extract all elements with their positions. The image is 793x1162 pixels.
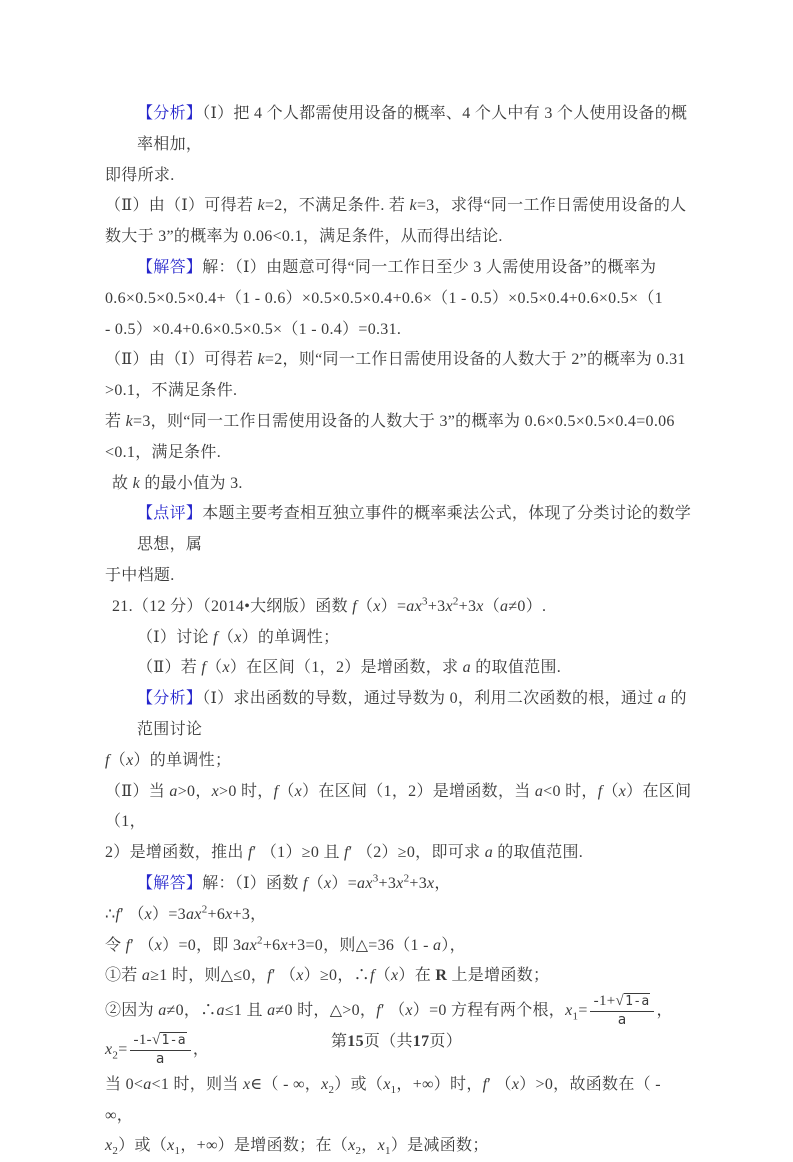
- text-run: ′ （: [120, 905, 145, 923]
- text-line: [105, 222, 693, 253]
- text-run: x: [405, 1002, 413, 1020]
- text-run: =2，不满足条件. 若: [264, 197, 410, 215]
- text-run: 的最小值为 3.: [140, 474, 243, 492]
- text-run: 1: [390, 1084, 397, 1097]
- text-run: ′ （1）≥0 且: [252, 844, 345, 862]
- text-run: >0 时，: [219, 782, 274, 800]
- text-run: ）的单调性；: [133, 751, 232, 769]
- fraction: [590, 993, 655, 1028]
- text-run: ）的单调性；: [241, 628, 340, 646]
- text-run: x: [377, 1137, 386, 1155]
- text-run: f: [352, 597, 357, 615]
- text-run: x: [396, 874, 404, 892]
- text-run: a: [216, 1002, 225, 1020]
- text-run: f: [267, 967, 272, 985]
- fraction-denominator: a: [155, 1050, 165, 1067]
- text-run: x: [222, 659, 230, 677]
- text-run: 3: [372, 872, 379, 885]
- text-run: （Ⅰ）把 4 个人都需使用设备的概率、4 个人中有 3 个人使用设备的概率相加，: [137, 105, 688, 153]
- text-run: ≥1 时，则△≤0，: [150, 967, 268, 985]
- text-run: x: [154, 936, 163, 954]
- text-run: x: [348, 1137, 356, 1155]
- text-run: 若: [105, 412, 126, 430]
- text-run: f: [273, 782, 279, 800]
- text-run: 令: [105, 936, 126, 954]
- text-run: ）或（: [334, 1075, 384, 1093]
- text-run: a: [534, 782, 544, 800]
- page-footer: [0, 1027, 793, 1058]
- text-line: [137, 623, 693, 654]
- text-run: 1: [385, 1145, 391, 1158]
- text-run: （: [356, 597, 374, 615]
- text-run: ax: [406, 597, 422, 615]
- text-run: x: [391, 967, 399, 985]
- text-line: [105, 191, 693, 222]
- text-line: [105, 838, 693, 869]
- text-run: x: [234, 628, 242, 646]
- text-run: 故: [112, 474, 133, 492]
- text-line: [105, 992, 693, 1031]
- text-run: ′ （: [487, 1075, 512, 1093]
- text-line: [105, 1131, 693, 1162]
- text-run: <0.1，满足条件.: [105, 443, 222, 461]
- text-run: ）在区间（1，2）是增函数，当: [302, 782, 535, 800]
- text-run: 第: [330, 1033, 348, 1050]
- text-run: R: [435, 967, 448, 985]
- page-number-text: [331, 1033, 462, 1050]
- text-run: ，+∞）时，: [396, 1075, 483, 1093]
- text-run: x: [445, 597, 453, 615]
- text-run: x: [373, 597, 381, 615]
- text-run: ，: [192, 1041, 210, 1059]
- text-run: 0.6×0.5×0.5×0.4+（1 - 0.6）×0.5×0.5×0.4+0.6×（1 - 0.5）×0.5×0.4+0.6×0.5×（1: [105, 289, 663, 307]
- text-run: f: [125, 936, 131, 954]
- text-run: a: [462, 659, 471, 677]
- text-run: +3，: [232, 905, 267, 923]
- text-run: a: [267, 1002, 276, 1020]
- text-run: x: [324, 874, 332, 892]
- text-run: 的取值范围.: [493, 844, 584, 862]
- text-run: （: [109, 751, 127, 769]
- text-run: ）=: [380, 597, 407, 615]
- section-label: 【分析】: [137, 105, 203, 122]
- text-run: ，: [434, 874, 451, 892]
- text-run: x: [167, 1137, 175, 1155]
- text-run: ）≥0，∴: [303, 967, 370, 985]
- text-run: =2，则“同一工作日需使用设备的人数大于 2”的概率为 0.31: [264, 351, 686, 369]
- text-run: ′ （: [380, 1002, 406, 1020]
- radical-sign: √: [151, 1032, 161, 1048]
- text-run: 2: [403, 872, 410, 885]
- text-run: x: [565, 1002, 573, 1020]
- text-run: x: [211, 782, 220, 800]
- text-run: =3，求得“同一工作日需使用设备的人: [416, 197, 687, 215]
- text-run: （Ⅰ）求出函数的导数，通过导数为 0，利用二次函数的根，通过: [202, 690, 658, 708]
- text-run: x: [225, 905, 233, 923]
- text-run: ）=0，即 3: [162, 936, 242, 954]
- text-run: f: [248, 844, 253, 862]
- text-run: a: [169, 782, 178, 800]
- text-run: 本题主要考查相互独立事件的概率乘法公式，体现了分类讨论的数学思想，属: [137, 505, 692, 554]
- text-run: 2: [355, 1145, 362, 1158]
- text-run: ≠0，∴: [166, 1002, 217, 1020]
- text-run: ′ （: [271, 967, 297, 985]
- text-run: ）在区间（1，: [105, 782, 692, 831]
- text-run: 即得所求.: [105, 166, 175, 184]
- text-line: [137, 684, 693, 746]
- text-line: [105, 961, 693, 992]
- text-run: ），: [441, 936, 466, 954]
- text-run: 3: [422, 595, 428, 608]
- section-label: 【分析】: [137, 690, 203, 708]
- text-run: x: [511, 1075, 520, 1093]
- text-run: （: [307, 874, 324, 892]
- text-run: （: [278, 782, 295, 800]
- text-run: x: [618, 782, 627, 800]
- text-run: ≠0 时，△>0，: [275, 1002, 377, 1020]
- text-run: ∴: [105, 905, 116, 923]
- text-run: （Ⅱ）当: [105, 782, 170, 800]
- text-run: a: [657, 690, 667, 708]
- text-run: （: [602, 782, 619, 800]
- text-run: ≤1 且: [224, 1002, 268, 1020]
- text-run: k: [125, 412, 134, 430]
- text-run: <1 时，则当: [151, 1075, 243, 1093]
- text-run: （: [206, 659, 223, 677]
- section-label: 【解答】: [137, 258, 203, 276]
- text-run: f: [201, 659, 207, 677]
- section-label: 【点评】: [137, 505, 203, 523]
- text-run: ）=3: [152, 905, 186, 923]
- text-line: [105, 1070, 693, 1132]
- section-label: 【解答】: [137, 874, 203, 892]
- text-line: [105, 561, 693, 592]
- text-run: a: [141, 967, 151, 985]
- text-line: [137, 253, 693, 284]
- text-run: k: [257, 351, 265, 369]
- text-run: ′ （2）≥0，即可求: [348, 844, 485, 862]
- text-run: 上是增函数；: [447, 967, 550, 985]
- text-run: ∈（ - ∞，: [250, 1075, 322, 1093]
- text-run: 1: [174, 1145, 181, 1158]
- text-run: ）在: [398, 967, 436, 985]
- text-run: +6: [207, 905, 226, 923]
- text-run: 当 0<: [105, 1075, 144, 1093]
- text-run: 2: [201, 903, 208, 916]
- text-line: [105, 777, 693, 839]
- text-run: ，: [361, 1137, 378, 1155]
- text-run: ）或（: [118, 1137, 168, 1155]
- text-line: [112, 592, 693, 623]
- text-line: [137, 499, 693, 561]
- fraction-denominator: a: [617, 1011, 627, 1028]
- text-run: +3: [378, 874, 397, 892]
- text-run: +3: [458, 597, 477, 615]
- text-line: [137, 869, 693, 900]
- text-run: x: [126, 751, 134, 769]
- text-line: [105, 900, 693, 931]
- text-run: 1: [572, 1010, 579, 1023]
- text-line: [105, 345, 693, 376]
- text-run: a: [158, 1002, 167, 1020]
- text-run: <0 时，: [543, 782, 598, 800]
- text-run: ）=0 方程有两个根，: [412, 1002, 566, 1020]
- text-line: [137, 99, 693, 161]
- text-line: [105, 161, 693, 192]
- text-run: ax: [241, 936, 257, 954]
- text-run: k: [257, 197, 265, 215]
- text-run: +3: [427, 597, 446, 615]
- text-run: 2）是增函数，推出: [105, 844, 249, 862]
- text-run: 页（共: [363, 1033, 413, 1050]
- text-run: （Ⅱ）若: [137, 659, 202, 677]
- text-run: a: [143, 1075, 152, 1093]
- text-run: 21.（12 分）（2014•大纲版）函数: [112, 597, 353, 615]
- text-run: （: [483, 597, 500, 615]
- text-run: x: [144, 905, 153, 923]
- text-line: [112, 469, 693, 500]
- text-run: ，: [656, 1002, 673, 1020]
- text-run: f: [344, 844, 349, 862]
- text-run: 解：（Ⅰ）由题意可得“同一工作日至少 3 人需使用设备”的概率为: [202, 258, 657, 276]
- text-run: =: [578, 1002, 588, 1020]
- text-run: ）在区间（1，2）是增函数，求: [229, 659, 463, 677]
- text-run: f: [369, 967, 375, 985]
- radicand: 1-a: [625, 994, 650, 1010]
- text-run: ）是减函数；: [390, 1137, 489, 1155]
- text-run: >0.1，不满足条件.: [105, 382, 238, 400]
- text-run: ax: [185, 905, 202, 923]
- text-line: [105, 284, 693, 315]
- text-run: 15: [347, 1033, 364, 1050]
- text-run: a: [484, 844, 493, 862]
- text-run: x: [280, 936, 288, 954]
- text-run: 的取值范围.: [470, 659, 562, 677]
- text-run: a: [500, 597, 509, 615]
- text-line: [137, 653, 693, 684]
- text-run: k: [132, 474, 141, 492]
- text-run: （Ⅱ）由（Ⅰ）可得若: [105, 351, 258, 369]
- text-run: - 0.5）×0.4+0.6×0.5×0.5×（1 - 0.4）=0.31.: [105, 320, 402, 338]
- document-lines: [0, 99, 793, 1162]
- text-line: [105, 931, 693, 962]
- text-run: 页）: [429, 1033, 463, 1050]
- text-run: ≠0）.: [508, 597, 547, 615]
- text-run: x: [383, 1075, 391, 1093]
- text-line: [105, 746, 693, 777]
- text-run: 2: [112, 1049, 119, 1062]
- text-run: x: [242, 1075, 251, 1093]
- text-run: ）>0，故函数在（ - ∞，: [105, 1075, 661, 1124]
- text-run: x: [294, 782, 303, 800]
- text-run: a: [433, 936, 442, 954]
- text-run: 于中档题.: [105, 566, 175, 584]
- text-run: f: [115, 905, 121, 923]
- text-run: 数大于 3”的概率为 0.06<0.1，满足条件，从而得出结论.: [105, 228, 503, 246]
- text-run: f: [597, 782, 603, 800]
- text-run: ，+∞）是增函数；在（: [180, 1137, 349, 1155]
- text-run: x: [476, 597, 484, 615]
- text-run: 的范围讨论: [137, 690, 687, 738]
- text-run: f: [302, 874, 308, 892]
- text-run: x: [105, 1137, 113, 1155]
- text-run: x: [427, 874, 435, 892]
- text-run: f: [376, 1002, 381, 1020]
- text-line: [105, 407, 693, 438]
- text-run: 2: [328, 1084, 335, 1097]
- text-run: ax: [357, 874, 373, 892]
- text-line: [105, 438, 693, 469]
- text-run: 2: [257, 934, 263, 947]
- text-run: 17: [412, 1033, 430, 1050]
- text-run: ）=: [331, 874, 358, 892]
- radical-sign: √: [615, 993, 625, 1010]
- fraction-numerator: -1+√1-a: [590, 993, 655, 1012]
- text-run: （: [217, 628, 235, 646]
- text-run: k: [409, 197, 417, 215]
- text-run: 2: [452, 595, 459, 608]
- text-run: 2: [112, 1145, 119, 1158]
- text-run: x: [105, 1041, 113, 1059]
- text-run: ′ （: [130, 936, 155, 954]
- text-run: x: [321, 1075, 329, 1093]
- text-run: ②因为: [105, 1002, 159, 1020]
- text-run: （Ⅰ）讨论: [137, 628, 214, 646]
- fraction-numerator: -1-√1-a: [130, 1032, 191, 1051]
- text-run: >0，: [177, 782, 212, 800]
- text-run: +3: [409, 874, 428, 892]
- text-run: +6: [262, 936, 281, 954]
- text-run: ①若: [105, 967, 142, 985]
- text-run: +3=0，则△=36（1 -: [287, 936, 434, 954]
- text-run: f: [213, 628, 218, 646]
- text-run: f: [105, 751, 110, 769]
- text-run: 解：（Ⅰ）函数: [202, 874, 303, 892]
- text-line: [105, 376, 693, 407]
- text-run: （: [374, 967, 392, 985]
- radicand: 1-a: [161, 1033, 186, 1048]
- text-run: =3，则“同一工作日需使用设备的人数大于 3”的概率为 0.6×0.5×0.5×0.4=0.06: [133, 412, 675, 430]
- text-run: =: [118, 1041, 128, 1059]
- text-run: f: [482, 1075, 488, 1093]
- text-line: [105, 315, 693, 346]
- text-run: x: [296, 967, 304, 985]
- text-run: （Ⅱ）由（Ⅰ）可得若: [105, 197, 258, 215]
